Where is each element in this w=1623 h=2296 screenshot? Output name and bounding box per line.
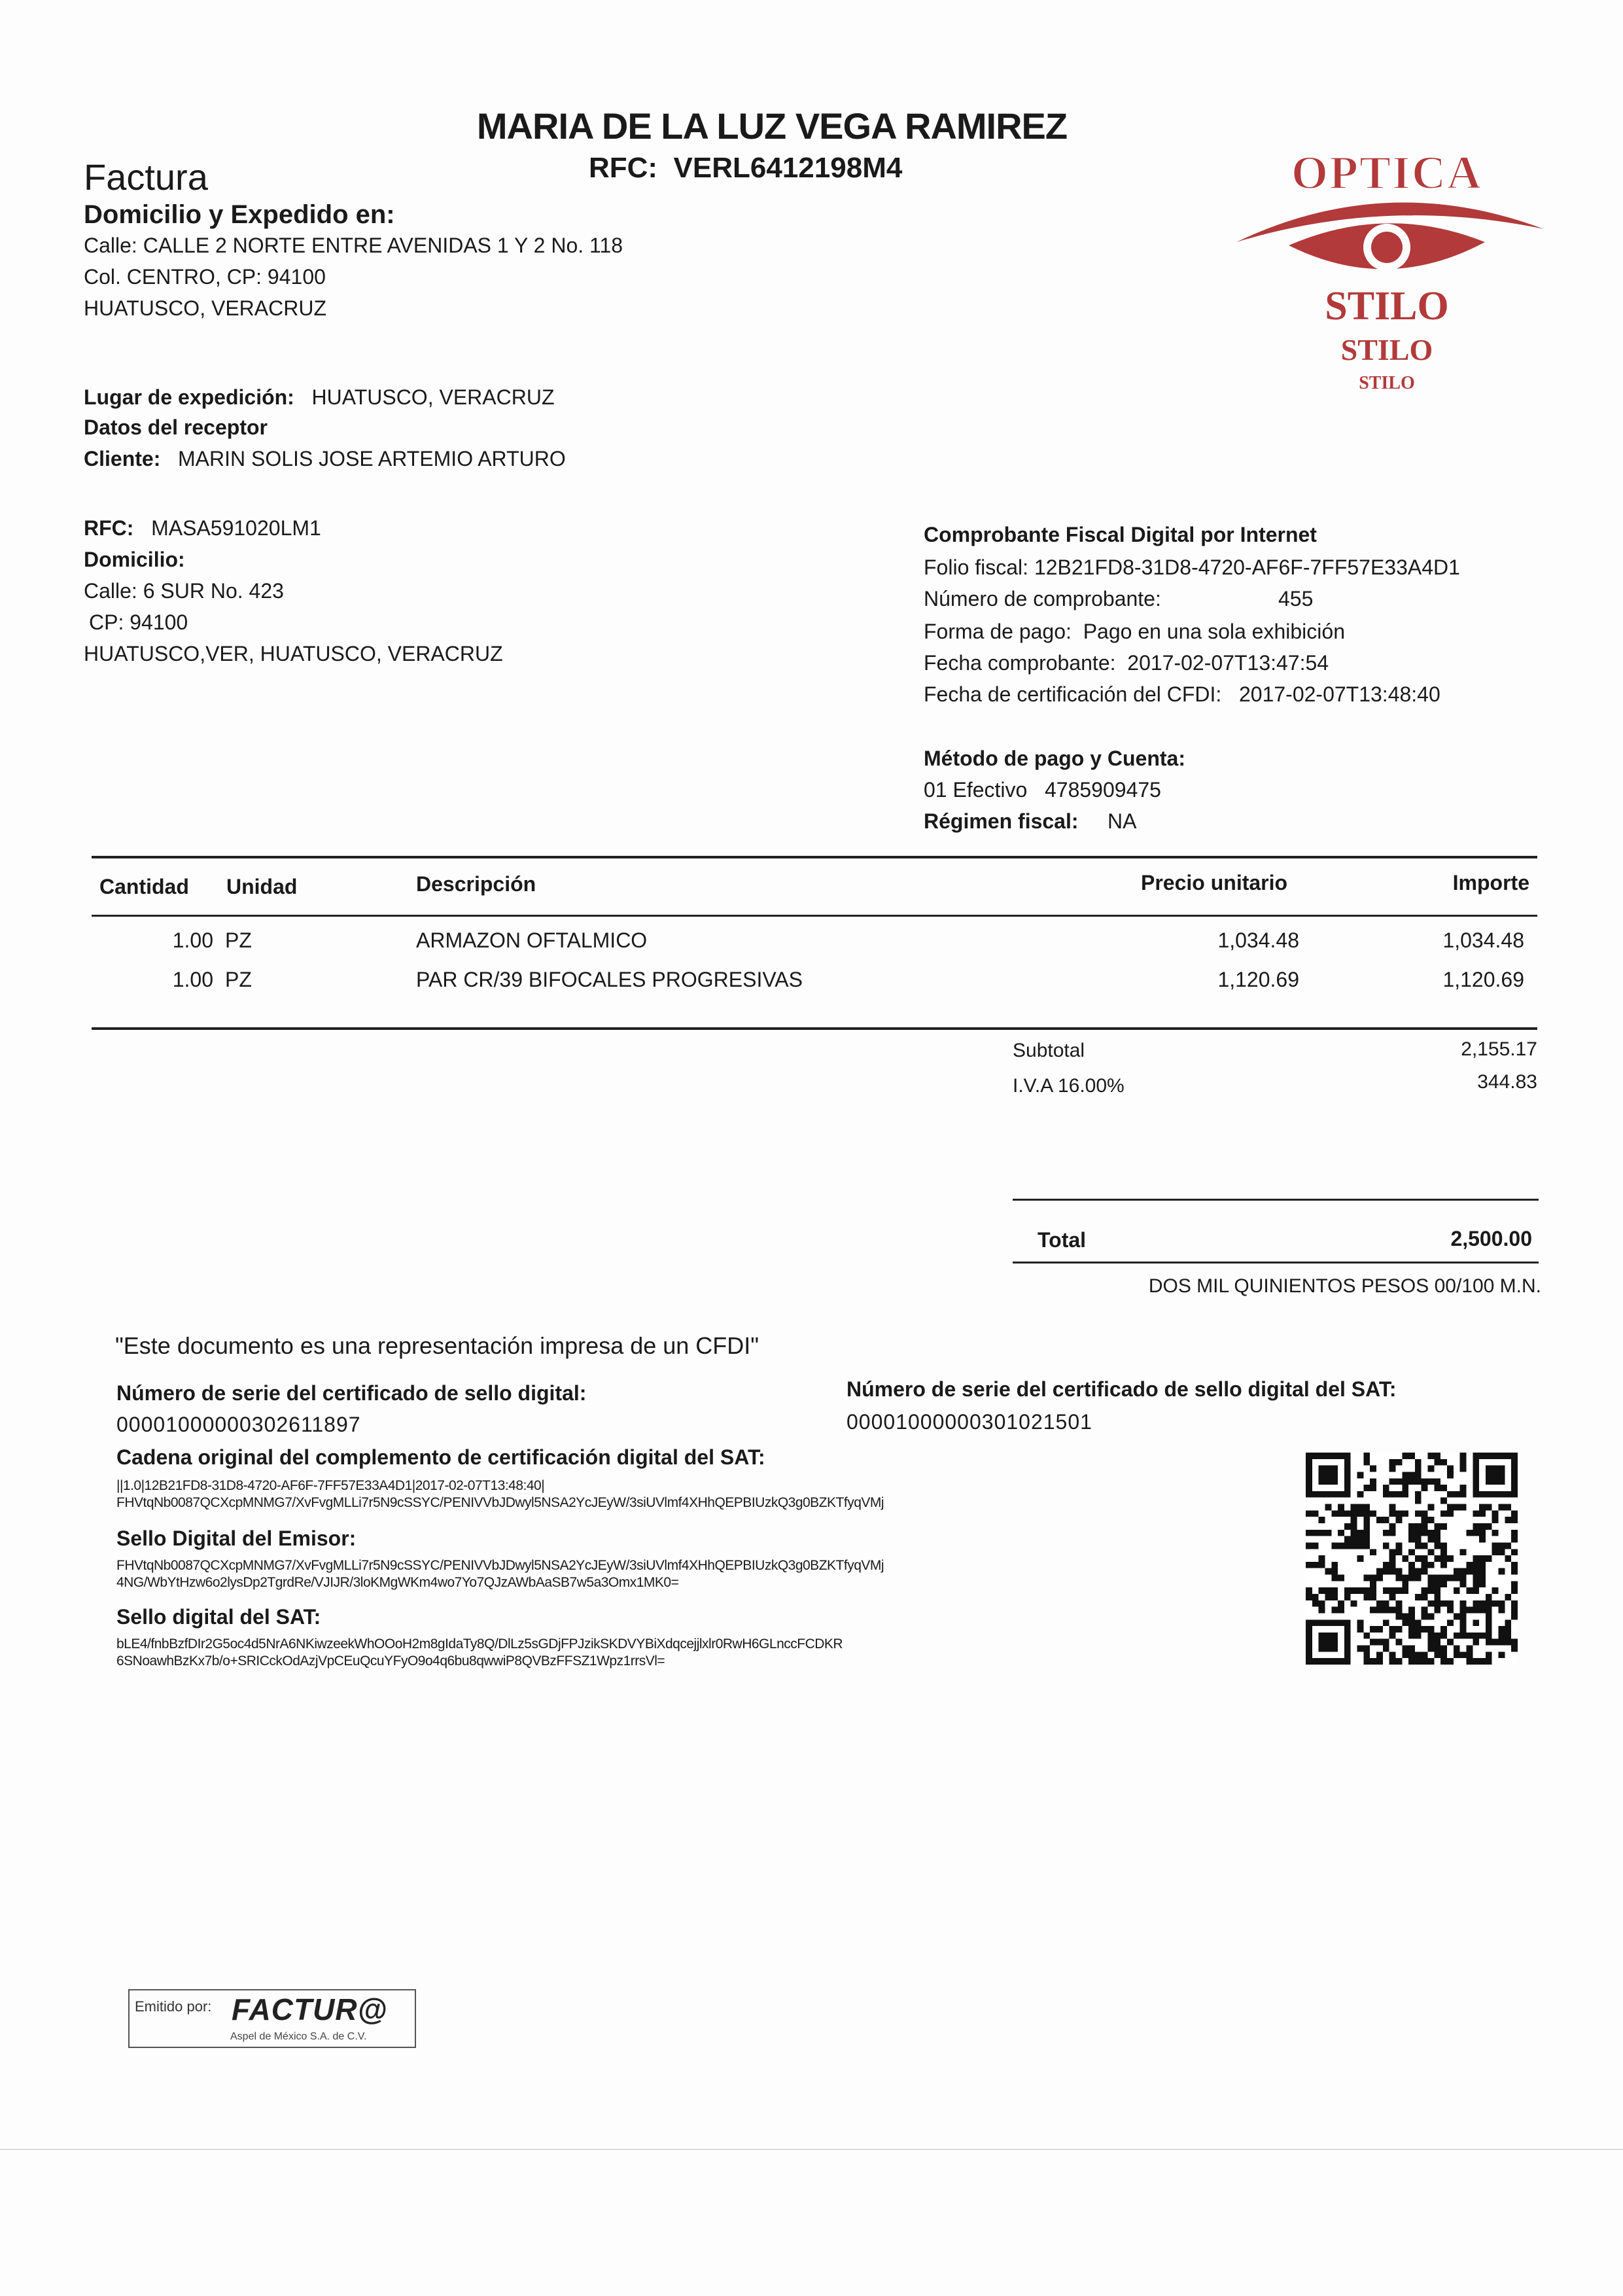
cfdi-leyenda: "Este documento es una representación impresa de un CFDI" [115,1332,759,1359]
cadena-line2: FHVtqNb0087QCXcpMNMG7/XvFvgMLLi7r5N9cSSYC/PENIVVbJDwyl5NSA2YcJEyW/3siUVlmf4XHhQEPBIUzkQ3g0BZKTfyqVMj [116,1495,884,1510]
table-row [0,967,1623,996]
logo-top-text: OPTICA [1291,147,1483,199]
sello-sat-label: Sello digital del SAT: [116,1605,321,1629]
header-descripcion: Descripción [416,872,536,896]
serie-sat-label: Número de serie del certificado de sello digital del SAT: [846,1377,1397,1401]
cadena-line1: ||1.0|12B21FD8-31D8-4720-AF6F-7FF57E33A4D1|2017-02-07T13:48:40| [116,1478,545,1493]
cfdi-cert-value: 2017-02-07T13:48:40 [1238,682,1440,706]
row-importe: 1,034.48 [1442,928,1524,952]
iva-label: I.V.A 16.00% [1013,1075,1125,1097]
cfdi-folio [924,555,1460,580]
row-cantidad: 1.00 [172,968,213,991]
doc-type: Factura [84,156,208,198]
receptor-rfc [84,516,321,540]
cfdi-fecha [924,650,1329,675]
subtotal-label: Subtotal [1013,1040,1085,1061]
logo-mid-text: STILO [1325,284,1449,328]
total-top-rule [1013,1199,1539,1201]
receptor-ciudad: HUATUSCO,VER, HUATUSCO, VERACRUZ [84,642,503,665]
iva-value: 344.83 [1477,1071,1537,1093]
page-edge-rule [0,2149,1623,2150]
cfdi-cert-label: Fecha de certificación del CFDI: [924,682,1222,706]
cfdi-forma-value: Pago en una sola exhibición [1083,620,1345,643]
total-bottom-rule [1013,1262,1539,1263]
domicilio-line1: Calle: CALLE 2 NORTE ENTRE AVENIDAS 1 Y 2 No. 118 [84,234,623,257]
sello-sat-line1: bLE4/fnbBzfDIr2G5oc4d5NrA6NKiwzeekWhOOoH2m8gIdaTy8Q/DlLz5sGDjFPJzikSKDVYBiXdqcejjlxlr0RwH6GLnccFCDKR [116,1636,843,1651]
cfdi-folio-value: 12B21FD8-31D8-4720-AF6F-7FF57E33A4D1 [1034,556,1460,579]
cadena-label: Cadena original del complemento de certificación digital del SAT: [116,1445,765,1469]
row-descripcion: ARMAZON OFTALMICO [416,928,648,952]
metodo-pago [924,777,1161,802]
header-precio: Precio unitario [1141,871,1288,894]
table-bottom-rule [92,1027,1537,1030]
cliente-label: Cliente: [84,447,161,470]
issuer-name: MARIA DE LA LUZ VEGA RAMIREZ [476,105,1068,147]
lugar-value: HUATUSCO, VERACRUZ [311,385,555,409]
domicilio-title: Domicilio y Expedido en: [84,200,395,229]
sello-sat-line2: 6SNoawhBzKx7b/o+SRICckOdAzjVpCEuQcuYFyO9o4q6bu8qwwiP8QVBzFFSZ1Wpz1rrsVl= [116,1653,665,1669]
cfdi-fecha-label: Fecha comprobante: [924,651,1116,675]
receptor-calle: Calle: 6 SUR No. 423 [84,579,284,603]
receptor-title: Datos del receptor [84,415,268,439]
aspel-company: Aspel de México S.A. de C.V. [230,2031,367,2042]
sello-emisor-line1: FHVtqNb0087QCXcpMNMG7/XvFvgMLLi7r5N9cSSYC/PENIVVbJDwyl5NSA2YcJEyW/3siUVlmf4XHhQEPBIUzkQ3g0BZKTfyqVMj [116,1558,884,1573]
row-descripcion: PAR CR/39 BIFOCALES PROGRESIVAS [416,968,803,991]
sello-emisor-line2: 4NG/WbYtHzw6o2lysDp2TgrdRe/VJIJR/3loKMgWKm4wo7Yo7QJzAWbAaSB7w5a3Omx1MK0= [116,1575,679,1590]
receptor-cp: CP: 94100 [89,610,188,634]
emitido-label: Emitido por: [135,1998,212,2015]
total-letra: DOS MIL QUINIENTOS PESOS 00/100 M.N. [1148,1275,1541,1297]
optica-stilo-logo [1217,144,1557,399]
table-row [0,928,1623,957]
total-value: 2,500.00 [1450,1227,1532,1250]
row-precio: 1,034.48 [1217,928,1299,952]
domicilio-line2: Col. CENTRO, CP: 94100 [84,265,326,289]
subtotal-value: 2,155.17 [1461,1038,1537,1060]
cfdi-fecha-value: 2017-02-07T13:47:54 [1127,651,1329,675]
issuer-rfc-value: VERL6412198M4 [673,152,903,184]
qr-code [1306,1453,1518,1665]
header-importe: Importe [1452,871,1529,894]
lugar-label: Lugar de expedición: [84,385,294,409]
row-cantidad: 1.00 [172,928,213,952]
cfdi-numero-value: 455 [1278,587,1314,610]
logo-small-text: STILO [1359,373,1415,393]
table-header-rule [92,915,1537,917]
cliente [84,446,566,471]
total-label: Total [1038,1228,1087,1252]
cfdi-cert [924,682,1440,707]
facture-brand: FACTUR@ [232,1992,388,2026]
row-unidad: PZ [225,928,252,952]
issuer-rfc-label: RFC: [589,152,658,184]
receptor-rfc-value: MASA591020LM1 [151,516,321,540]
regimen-fiscal [924,809,1136,834]
row-importe: 1,120.69 [1442,968,1524,991]
cfdi-folio-label: Folio fiscal: [924,556,1029,579]
metodo-title: Método de pago y Cuenta: [924,747,1185,770]
domicilio-line3: HUATUSCO, VERACRUZ [84,296,326,320]
serie-sat-value: 00001000000301021501 [846,1410,1092,1434]
emitido-por-badge [128,1989,416,2048]
receptor-domicilio-label: Domicilio: [84,548,185,571]
cliente-value: MARIN SOLIS JOSE ARTEMIO ARTURO [178,447,566,470]
regimen-value: NA [1107,809,1137,833]
serie-value: 00001000000302611897 [116,1413,361,1436]
issuer-rfc [589,152,902,185]
receptor-rfc-label: RFC: [84,516,134,540]
sello-emisor-label: Sello Digital del Emisor: [116,1527,357,1550]
cfdi-title: Comprobante Fiscal Digital por Internet [924,523,1317,546]
metodo-value: 01 Efectivo [924,778,1028,802]
cfdi-forma [924,619,1345,644]
cuenta-value: 4785909475 [1044,778,1161,802]
header-unidad: Unidad [226,875,298,898]
lugar-expedicion [84,385,554,410]
logo-sub-text: STILO [1340,333,1433,366]
regimen-label: Régimen fiscal: [924,809,1079,833]
row-unidad: PZ [225,968,252,991]
row-precio: 1,120.69 [1217,968,1299,991]
serie-label: Número de serie del certificado de sello digital: [116,1381,587,1405]
cfdi-numero-label: Número de comprobante: [924,587,1161,610]
header-cantidad: Cantidad [99,875,189,898]
cfdi-forma-label: Forma de pago: [924,620,1072,643]
table-top-rule [92,856,1537,858]
